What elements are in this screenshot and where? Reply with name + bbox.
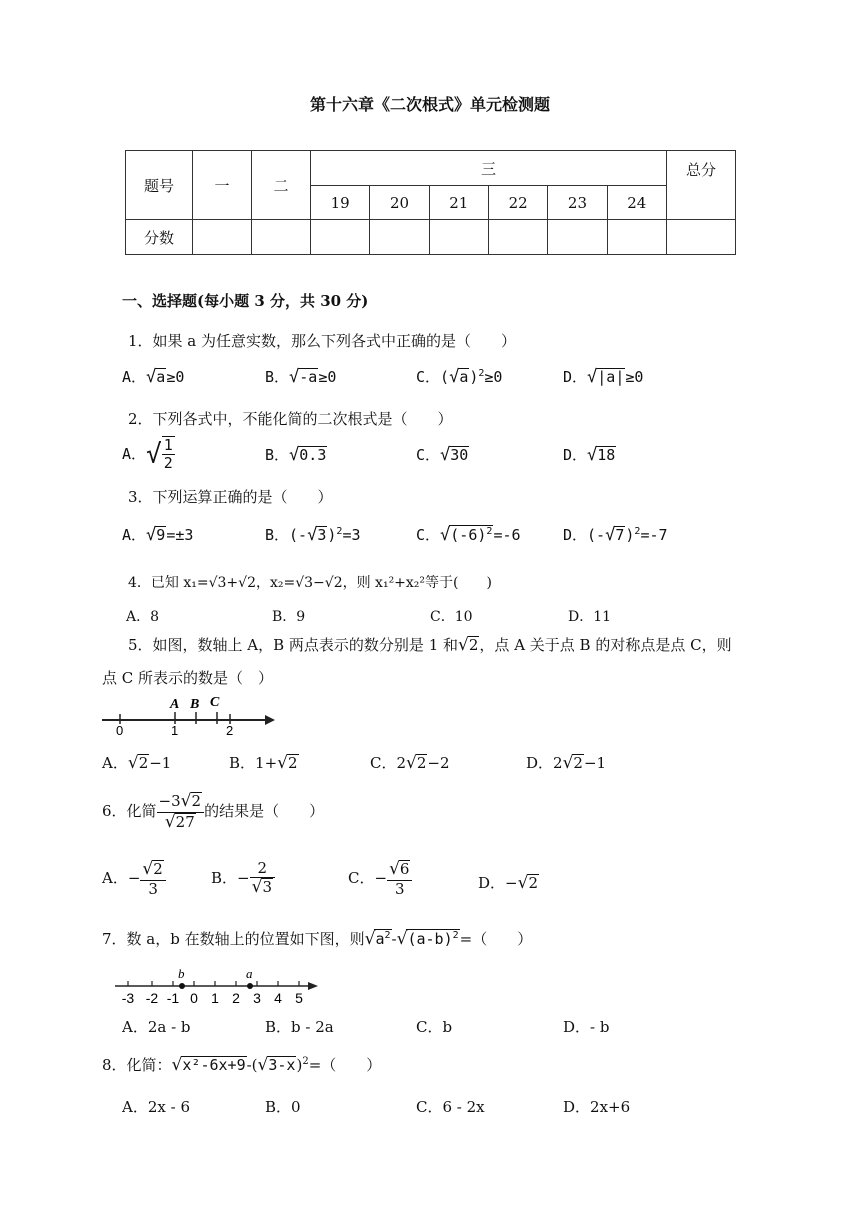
q1-option-b[interactable]: B．√-a≥0	[265, 367, 337, 387]
q8-option-a[interactable]: A．2x - 6	[122, 1098, 190, 1116]
score-cell[interactable]	[667, 220, 736, 255]
tick-label: -1	[166, 990, 180, 1006]
tick-label: 5	[295, 990, 303, 1006]
table-score-label: 分数	[126, 220, 193, 255]
q6-option-a[interactable]: A．− $\frac{√2}{3}$	[102, 860, 166, 898]
q2-option-b[interactable]: B．√0.3	[265, 445, 327, 465]
table-header-number: 题号	[126, 151, 193, 220]
q2-option-a[interactable]: A．√ $\frac{1}{2}$	[122, 436, 173, 473]
q2-option-c[interactable]: C．√30	[416, 445, 469, 465]
question-2: 2．下列各式中，不能化简的二次根式是（ ）	[128, 410, 453, 428]
q3-option-c[interactable]: C．$√(-6)^2=-6$	[416, 525, 521, 545]
point-label-b: b	[178, 966, 185, 981]
q1-option-a[interactable]: A．√a≥0	[122, 367, 185, 387]
question-5: 5．如图，数轴上 A，B 两点表示的数分别是 1 和√2，点 A 关于点 B 的对称点是点 C，则	[128, 635, 732, 655]
table-header-total: 总分	[667, 151, 736, 220]
q6-option-d[interactable]: D．−√2	[478, 873, 538, 893]
score-cell[interactable]	[429, 220, 488, 255]
score-cell[interactable]	[370, 220, 429, 255]
table-header-three: 三	[311, 151, 667, 186]
score-cell[interactable]	[607, 220, 666, 255]
q8-option-d[interactable]: D．2x+6	[563, 1098, 631, 1116]
table-header-one: 一	[193, 151, 252, 220]
axis-label-0: 0	[116, 723, 124, 736]
q3-option-a[interactable]: A．√9=±3	[122, 525, 194, 545]
q3-option-d[interactable]: D．$(-√7)^2=-7$	[563, 525, 668, 545]
q7-option-c[interactable]: C．b	[416, 1018, 453, 1036]
section-heading: 一、选择题(每小题 3 分，共 30 分)	[122, 292, 369, 310]
score-table	[125, 150, 736, 255]
question-4: 4．已知 x₁=√3+√2，x₂=√3−√2，则 x₁²+x₂²等于( )	[128, 575, 492, 591]
point-b	[179, 983, 185, 989]
score-cell[interactable]	[311, 220, 370, 255]
question-5-cont: 点 C 所表示的数是（ ）	[102, 669, 274, 687]
tick-label: 0	[190, 990, 198, 1006]
q7-option-b[interactable]: B．b - 2a	[265, 1018, 334, 1036]
table-col-24: 24	[607, 186, 666, 220]
tick-label: -3	[121, 990, 135, 1006]
q1-option-d[interactable]: D．√|a|≥0	[563, 367, 644, 387]
q3-option-b[interactable]: B．$(-√3)^2=3$	[265, 525, 361, 545]
score-cell[interactable]	[488, 220, 547, 255]
point-a	[247, 983, 253, 989]
q4-option-a[interactable]: A．8	[126, 609, 160, 625]
table-col-22: 22	[488, 186, 547, 220]
table-col-20: 20	[370, 186, 429, 220]
q7-option-d[interactable]: D．- b	[563, 1018, 610, 1036]
table-header-two: 二	[252, 151, 311, 220]
q5-option-b[interactable]: B．1+√2	[229, 753, 298, 773]
q6-option-b[interactable]: B．− $\frac{2}{√3}$	[211, 860, 275, 898]
page-title: 第十六章《二次根式》单元检测题	[309, 95, 550, 114]
point-label-a: a	[246, 966, 253, 981]
number-line-q7	[110, 966, 325, 1006]
axis-label-2: 2	[226, 723, 234, 736]
number-line-q5	[100, 692, 275, 736]
q2-option-d[interactable]: D．√18	[563, 445, 616, 465]
tick-label: -2	[145, 990, 159, 1006]
q5-option-a[interactable]: A．√2−1	[102, 753, 172, 773]
score-cell[interactable]	[252, 220, 311, 255]
score-cell[interactable]	[548, 220, 607, 255]
table-col-23: 23	[548, 186, 607, 220]
question-1: 1．如果 a 为任意实数，那么下列各式中正确的是（ ）	[128, 332, 517, 350]
tick-label: 3	[253, 990, 261, 1006]
tick-label: 1	[211, 990, 219, 1006]
q4-option-c[interactable]: C．10	[430, 609, 473, 625]
q7-option-a[interactable]: A．2a - b	[122, 1018, 191, 1036]
q5-option-c[interactable]: C．2√2−2	[370, 753, 450, 773]
point-label-a: A	[170, 697, 180, 712]
q6-option-c[interactable]: C．− $\frac{√6}{3}$	[348, 860, 412, 898]
axis-label-1: 1	[171, 723, 179, 736]
score-cell[interactable]	[193, 220, 252, 255]
question-3: 3．下列运算正确的是（ ）	[128, 488, 333, 506]
q1-option-c[interactable]: C．$(√a)^2\ge 0$	[416, 367, 503, 387]
q5-option-d[interactable]: D．2√2−1	[526, 753, 607, 773]
point-label-c: C	[210, 695, 220, 710]
q8-option-c[interactable]: C．6 - 2x	[416, 1098, 485, 1116]
question-8: 8．化简：$√x^2-6x+9-(√3-x)^2=$（ ）	[102, 1055, 382, 1075]
tick-label: 4	[274, 990, 282, 1006]
q8-option-b[interactable]: B．0	[265, 1098, 301, 1116]
table-col-21: 21	[429, 186, 488, 220]
question-6: 6．化简 $\frac{-3√2}{√27}$ 的结果是（ ）	[102, 791, 325, 832]
table-col-19: 19	[311, 186, 370, 220]
q4-option-d[interactable]: D．11	[568, 609, 612, 625]
tick-label: 2	[232, 990, 240, 1006]
question-7: 7．数 a，b 在数轴上的位置如下图，则$√a^2-√(a-b)^2=$（ ）	[102, 929, 533, 949]
point-label-b: B	[190, 697, 200, 712]
q4-option-b[interactable]: B．9	[272, 609, 306, 625]
